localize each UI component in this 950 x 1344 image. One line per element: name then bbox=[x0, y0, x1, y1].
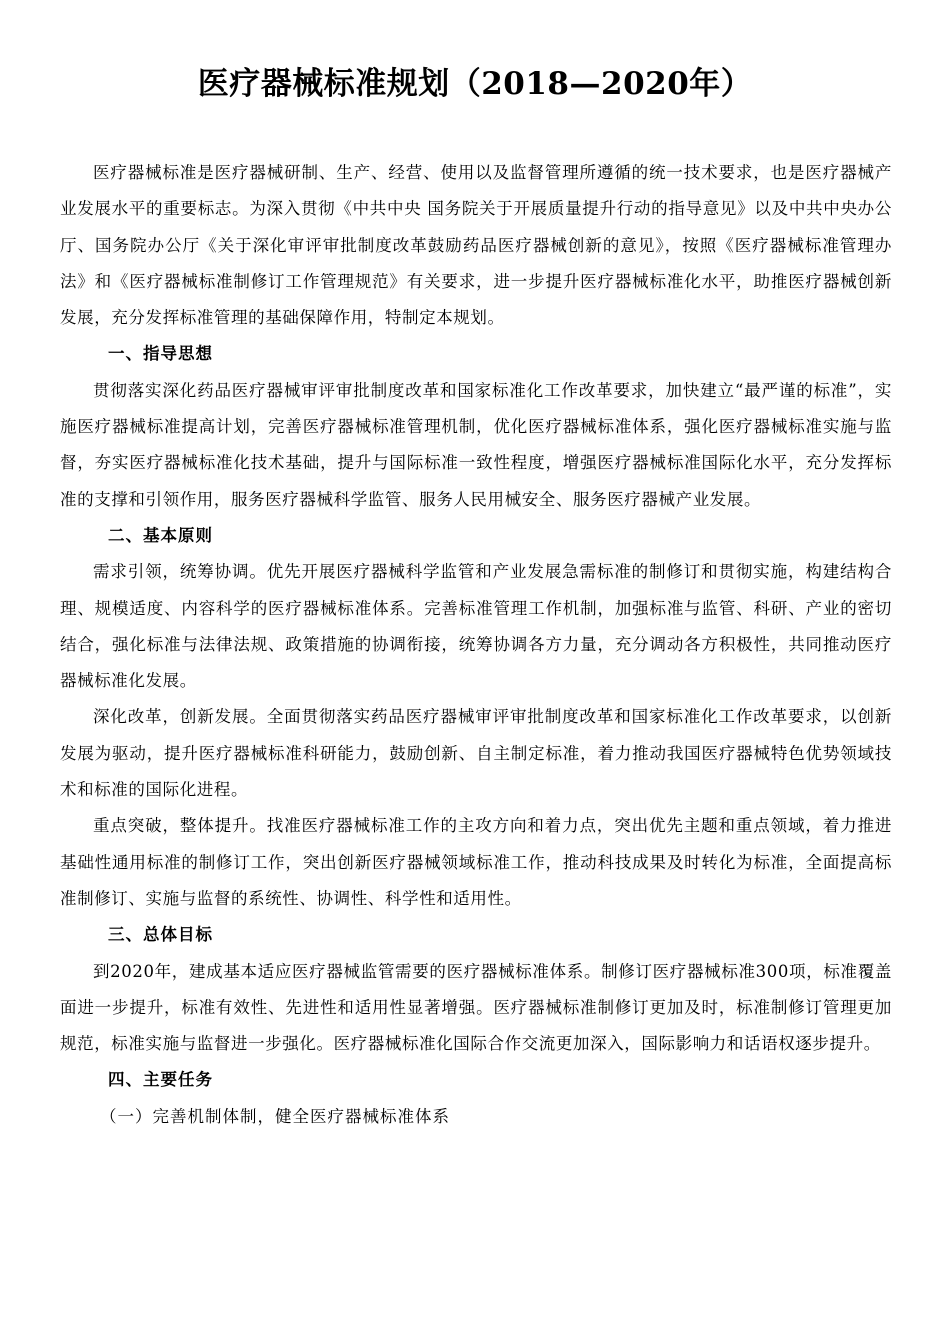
principle-paragraph-demand: 需求引领，统筹协调。优先开展医疗器械科学监管和产业发展急需标准的制修订和贯彻实施，构建结构合理、规模适度、内容科学的医疗器械标准体系。完善标准管理工作机制，加强标准与监管、科研、产业的密切结合，强化标准与法律法规、政策措施的协调衔接，统筹协调各方力量，充分调动各方积极性，共同推动医疗器械标准化发展。 bbox=[60, 562, 892, 691]
principle-paragraph-reform: 深化改革，创新发展。全面贯彻落实药品医疗器械审评审批制度改革和国家标准化工作改革要求，以创新发展为驱动，提升医疗器械标准科研能力，鼓励创新、自主制定标准，着力推动我国医疗器械特色优势领域技术和标准的国际化进程。 bbox=[60, 707, 892, 800]
section-heading-basic-principles: 二、基本原则 bbox=[108, 525, 213, 545]
guiding-ideology-paragraph: 贯彻落实深化药品医疗器械审评审批制度改革和国家标准化工作改革要求，加快建立“最严谨的标准”，实施医疗器械标准提高计划，完善医疗器械标准管理机制，优化医疗器械标准体系，强化医疗器械标准实施与监督，夯实医疗器械标准化技术基础，提升与国际标准一致性程度，增强医疗器械标准国际化水平，充分发挥标准的支撑和引领作用，服务医疗器械科学监管、服务人民用械安全、服务医疗器械产业发展。 bbox=[60, 380, 892, 509]
section-heading-main-tasks: 四、主要任务 bbox=[108, 1070, 213, 1090]
subsection-heading-mechanism: （一）完善机制体制，健全医疗器械标准体系 bbox=[100, 1106, 450, 1126]
section-heading-guiding-ideology: 一、指导思想 bbox=[108, 344, 213, 364]
document-body bbox=[60, 155, 892, 1135]
intro-paragraph: 医疗器械标准是医疗器械研制、生产、经营、使用以及监督管理所遵循的统一技术要求，也是医疗器械产业发展水平的重要标志。为深入贯彻《中共中央 国务院关于开展质量提升行动的指导意见》以及中共中央办公厅、国务院办公厅《关于深化审评审批制度改革鼓励药品医疗器械创新的意见》，按照《医疗器械标准管理办法》和《医疗器械标准制修订工作管理规范》有关要求，进一步提升医疗器械标准化水平，助推医疗器械创新发展，充分发挥标准管理的基础保障作用，特制定本规划。 bbox=[60, 163, 892, 328]
principle-paragraph-breakthrough: 重点突破，整体提升。找准医疗器械标准工作的主攻方向和着力点，突出优先主题和重点领域，着力推进基础性通用标准的制修订工作，突出创新医疗器械领域标准工作，推动科技成果及时转化为标准，全面提高标准制修订、实施与监督的系统性、协调性、科学性和适用性。 bbox=[60, 816, 892, 908]
document-title: 医疗器械标准规划（2018—2020年） bbox=[197, 66, 753, 102]
overall-goals-paragraph: 到2020年，建成基本适应医疗器械监管需要的医疗器械标准体系。制修订医疗器械标准300项，标准覆盖面进一步提升，标准有效性、先进性和适用性显著增强。医疗器械标准制修订更加及时，标准制修订管理更加规范，标准实施与监督进一步强化。医疗器械标准化国际合作交流更加深入，国际影响力和话语权逐步提升。 bbox=[60, 961, 892, 1054]
section-heading-overall-goals: 三、总体目标 bbox=[108, 925, 213, 945]
